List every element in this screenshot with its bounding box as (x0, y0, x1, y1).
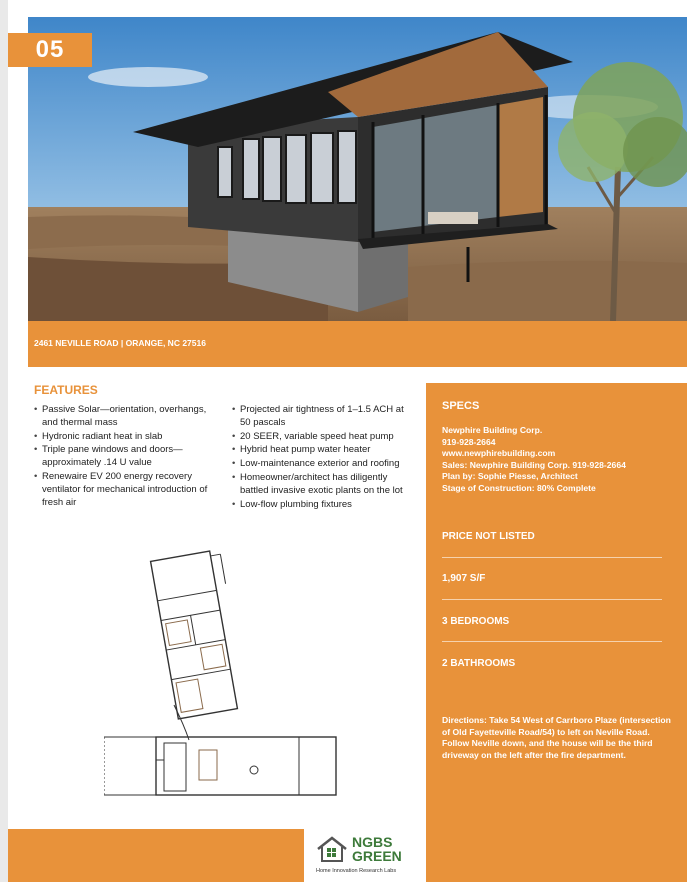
feature-item: • Homeowner/architect has diligently battled invasive exotic plants on the lot (232, 472, 416, 498)
divider (442, 599, 662, 600)
address-bar (28, 321, 687, 367)
features-heading: FEATURES (34, 383, 98, 397)
square-footage: 1,907 S/F (442, 573, 486, 584)
construction-stage: Stage of Construction: 80% Complete (442, 482, 596, 493)
logo-text-green: GREEN (352, 848, 402, 864)
sales-contact: Sales: Newphire Building Corp. 919-928-2664 (442, 459, 626, 470)
price: PRICE NOT LISTED (442, 531, 535, 542)
plan-by: Plan by: Sophie Piesse, Architect (442, 471, 578, 482)
feature-item: • Projected air tightness of 1–1.5 ACH at 50 pascals (232, 404, 416, 430)
feature-item: • 20 SEER, variable speed heat pump (232, 431, 416, 444)
address-text: 2461 NEVILLE ROAD | ORANGE, NC 27516 (34, 338, 206, 348)
features-list-right (232, 404, 416, 512)
builder-website[interactable]: www.newphirebuilding.com (442, 448, 556, 459)
bedrooms: 3 BEDROOMS (442, 616, 510, 627)
footer-accent-bar (8, 829, 304, 882)
divider (442, 557, 662, 558)
feature-item: • Passive Solar—orientation, overhangs, and thermal mass (34, 404, 224, 430)
feature-item: • Hybrid heat pump water heater (232, 444, 416, 457)
feature-item: • Low-maintenance exterior and roofing (232, 458, 416, 471)
ngbs-green-logo (316, 833, 416, 879)
features-list-left (34, 404, 224, 510)
specs-panel (426, 383, 687, 882)
specs-details (442, 425, 626, 495)
feature-item: • Low-flow plumbing fixtures (232, 499, 416, 512)
listing-number-badge (8, 33, 92, 67)
floor-plan (104, 545, 340, 803)
directions-text: Directions: Take 54 West of Carrboro Plaze (intersection of Old Fayetteville Road/54) to left on Neville Road. Follow Neville down, and the house will be the third driveway on the left after the fire department. (442, 715, 671, 760)
builder-name: Newphire Building Corp. (442, 425, 543, 435)
feature-item: • Triple pane windows and doors— approximately .14 U value (34, 444, 224, 470)
house-logo-icon (316, 835, 348, 863)
divider (442, 641, 662, 642)
feature-item: • Hydronic radiant heat in slab (34, 431, 224, 444)
page-edge (0, 0, 8, 882)
specs-heading: SPECS (442, 400, 480, 412)
builder-phone: 919-928-2664 (442, 436, 496, 447)
logo-text-ngbs: NGBS (352, 834, 393, 850)
feature-item: • Renewaire EV 200 energy recovery ventilator for mechanical introduction of fresh air (34, 471, 224, 509)
house-rendering (28, 17, 687, 321)
listing-number: 05 (35, 36, 65, 63)
logo-tagline: Home Innovation Research Labs (316, 868, 397, 874)
bathrooms: 2 BATHROOMS (442, 658, 516, 669)
